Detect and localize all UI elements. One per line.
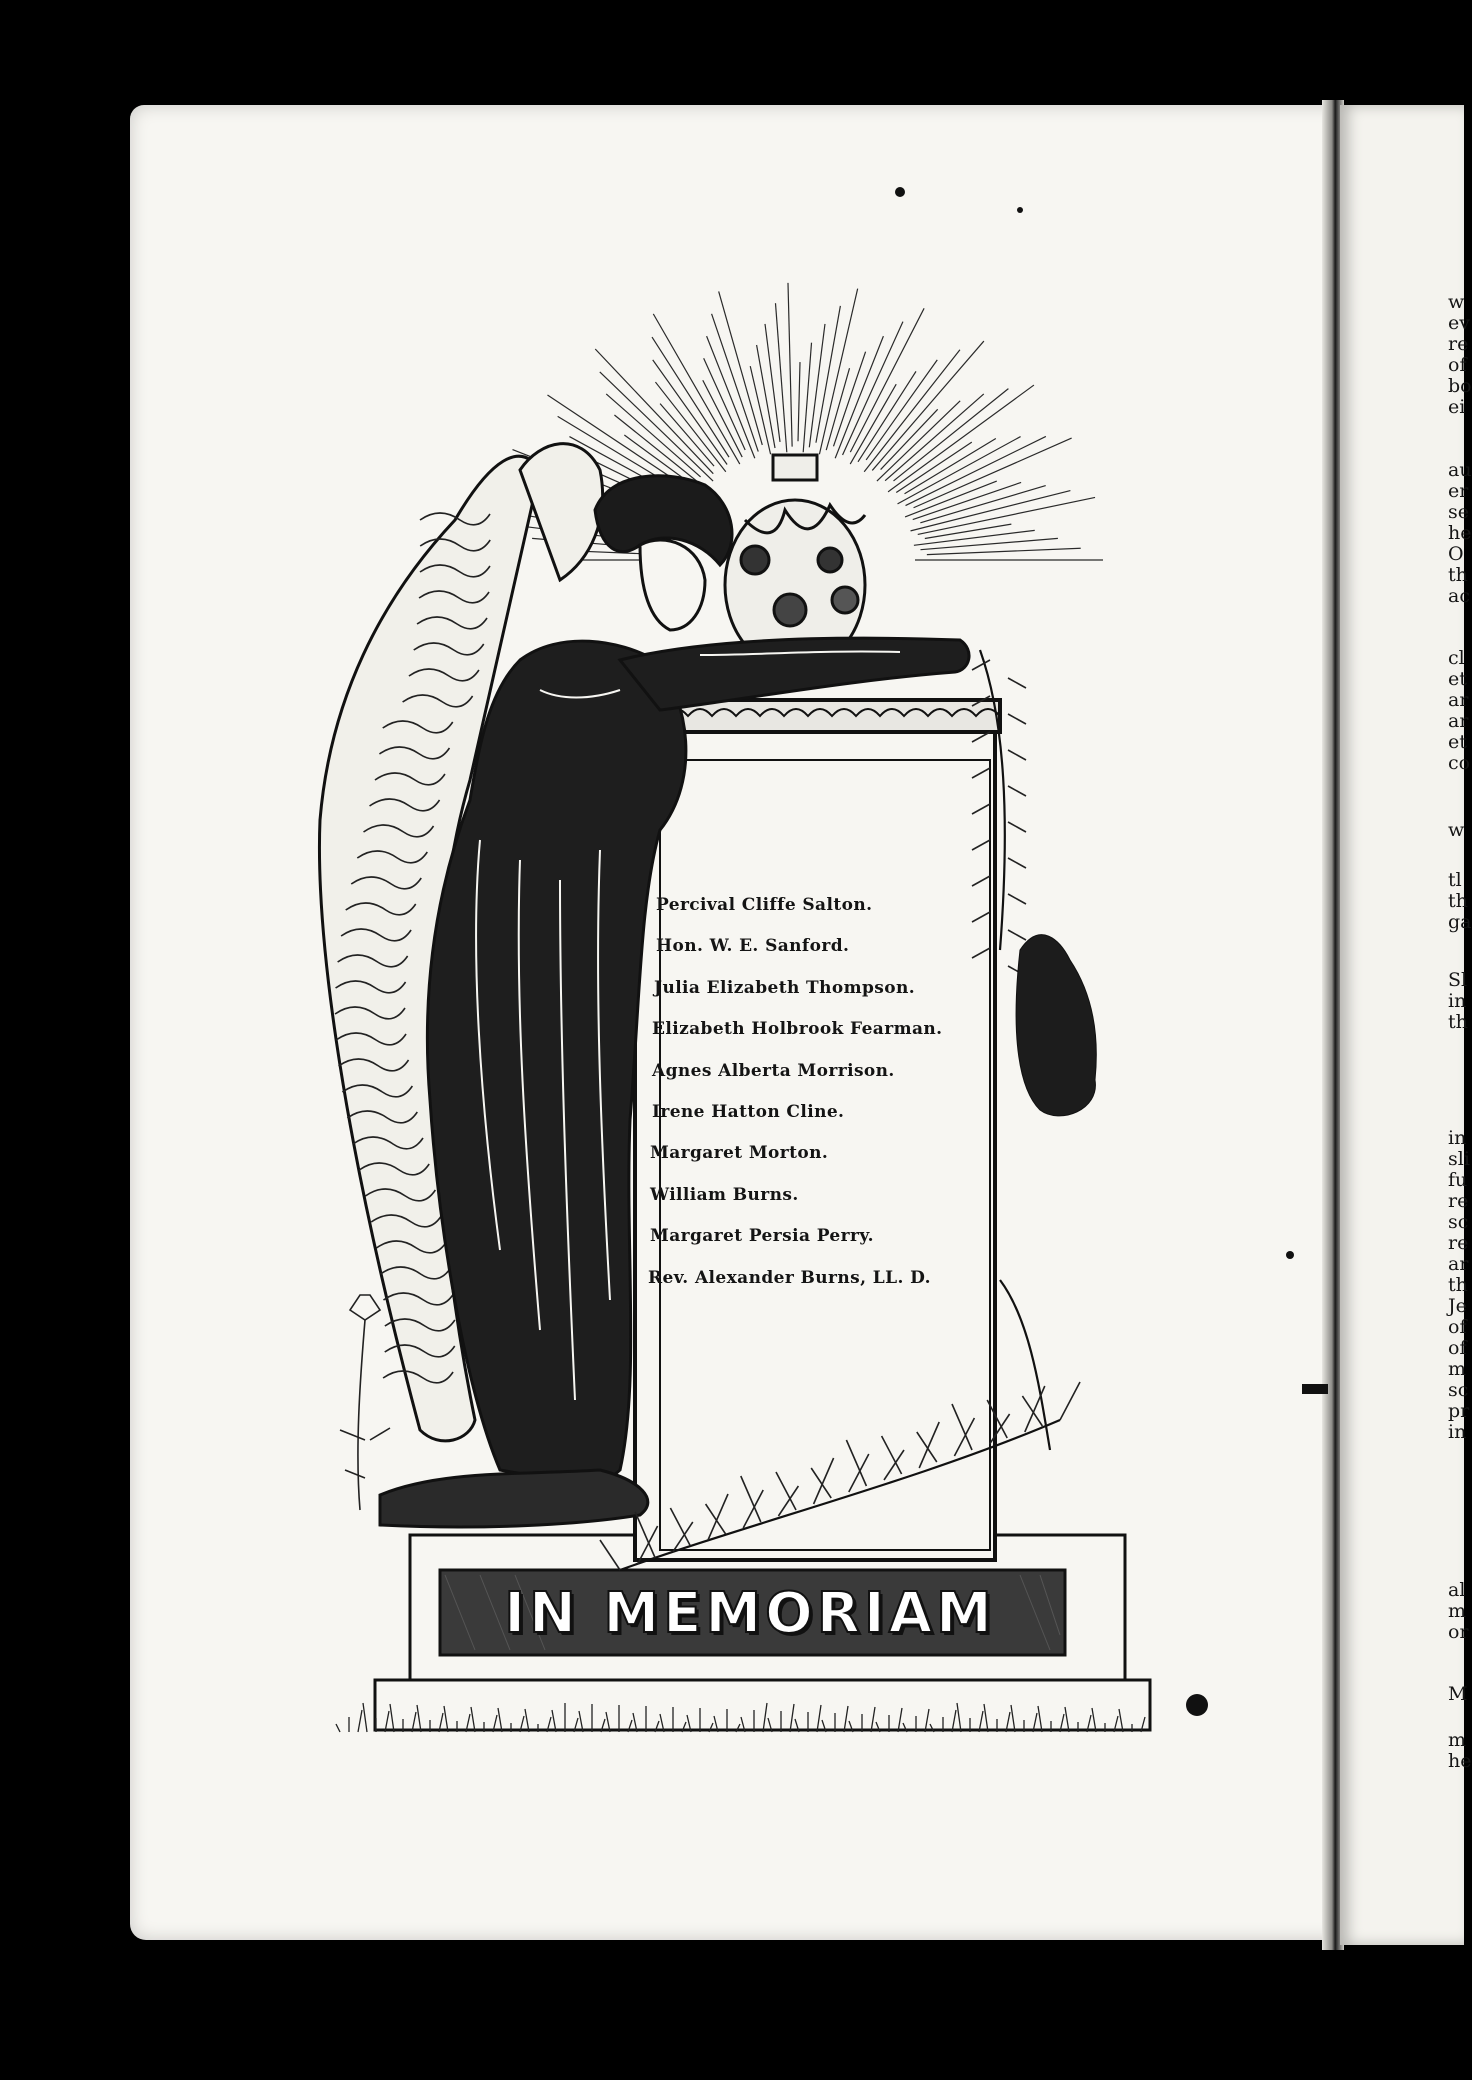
sun-ray <box>809 324 825 447</box>
facing-page-fragment: of <box>1448 1316 1467 1338</box>
memorial-name: William Burns. <box>650 1184 799 1205</box>
sun-ray <box>906 436 1046 505</box>
sun-ray <box>816 306 840 443</box>
facing-page-fragment: se <box>1448 501 1469 523</box>
sun-ray <box>911 491 1071 531</box>
facing-page-fragment: th <box>1448 1011 1468 1033</box>
facing-page-fragment: w <box>1448 819 1465 841</box>
facing-page-fragment: au <box>1448 459 1472 481</box>
facing-page-fragment: of <box>1448 1337 1467 1359</box>
sun-ray <box>864 350 960 472</box>
facing-page-fragment: sli <box>1448 1148 1470 1170</box>
palm-leaf <box>1008 822 1026 832</box>
palm-leaf <box>1008 786 1026 796</box>
facing-page-fragment: ac <box>1448 585 1470 607</box>
sun-ray <box>703 380 742 457</box>
facing-page-fragment: Je <box>1448 1295 1467 1317</box>
memorial-name: Agnes Alberta Morrison. <box>652 1060 895 1081</box>
sun-ray <box>775 303 786 452</box>
memorial-name: Margaret Morton. <box>650 1143 829 1164</box>
palm-leaf <box>1060 1382 1080 1420</box>
memorial-name: Rev. Alexander Burns, LL. D. <box>648 1267 931 1288</box>
memorial-name: Percival Cliffe Salton. <box>656 895 873 915</box>
memorial-name: Irene Hatton Cline. <box>652 1102 845 1122</box>
palm-leaf <box>972 660 990 670</box>
memorial-names-list <box>648 895 988 1315</box>
facing-page-fragment: of <box>1448 354 1467 376</box>
facing-page-fragment: pr <box>1448 1400 1470 1422</box>
facing-page-fragment: he <box>1448 1750 1472 1772</box>
facing-page-fragment: in <box>1448 1421 1467 1443</box>
sun-ray <box>927 548 1081 554</box>
facing-page-fragment: w <box>1448 291 1465 313</box>
palm-leaf <box>1008 678 1026 688</box>
sun-ray <box>925 524 1012 538</box>
facing-page-fragment: re <box>1448 1232 1469 1254</box>
sun-ray <box>653 314 739 464</box>
grass-blade <box>336 1724 340 1732</box>
sun-ray <box>914 438 1072 508</box>
facing-page-fragment: M <box>1448 1683 1468 1705</box>
facing-page-fragment: al <box>1448 1579 1466 1601</box>
facing-page-fragment: ar <box>1448 710 1469 732</box>
sun-ray <box>896 442 972 492</box>
in-memoriam-banner: IN MEMORIAM <box>504 1581 996 1646</box>
grass-blade <box>363 1703 367 1732</box>
cypress-tree <box>1016 935 1096 1116</box>
facing-page-fragment: m <box>1448 1729 1467 1751</box>
facing-page-fragment: fu <box>1448 1169 1468 1191</box>
facing-page-fragment: ei <box>1448 396 1466 418</box>
facing-page-fragment: re <box>1448 1190 1469 1212</box>
memorial-name: Margaret Persia Perry. <box>650 1226 874 1247</box>
memorial-name: Hon. W. E. Sanford. <box>656 936 850 957</box>
facing-page-fragment: in <box>1448 1127 1467 1149</box>
memorial-name: Elizabeth Holbrook Fearman. <box>652 1019 943 1040</box>
facing-page-fragment: bo <box>1448 375 1472 397</box>
facing-page-fragment: re <box>1448 333 1469 355</box>
lily-flowers <box>340 1295 390 1510</box>
grass-blade <box>358 1710 362 1732</box>
sun-ray <box>765 324 780 442</box>
palm-leaf <box>1008 894 1026 904</box>
facing-page-fragment: er <box>1448 480 1469 502</box>
facing-page-fragment: O <box>1448 543 1464 565</box>
facing-page-fragment: th <box>1448 564 1468 586</box>
sun-ray <box>707 336 755 458</box>
facing-page-fragment: sc <box>1448 1211 1469 1233</box>
sun-ray <box>893 389 1008 481</box>
facing-page-fragment: ar <box>1448 1253 1469 1275</box>
facing-page-fragment: co <box>1448 752 1471 774</box>
facing-page-fragment: th <box>1448 1274 1468 1296</box>
palm-leaf <box>1022 1396 1042 1426</box>
facing-page-fragment: cl <box>1448 647 1465 669</box>
sun-ray <box>872 341 984 470</box>
palm-leaf <box>1008 858 1026 868</box>
sun-ray <box>788 283 792 447</box>
facing-page-fragment: tl <box>1448 869 1462 891</box>
sun-ray <box>920 538 1057 549</box>
facing-page-fragment: in <box>1448 990 1467 1012</box>
facing-page-fragment: ar <box>1448 689 1469 711</box>
sun-ray <box>750 366 770 454</box>
facing-page-fragment: Sl <box>1448 969 1468 991</box>
facing-page-fragment: m <box>1448 1600 1467 1622</box>
facing-page-fragment: sc <box>1448 1379 1469 1401</box>
facing-page-fragment: he <box>1448 522 1472 544</box>
facing-page-fragment: et <box>1448 668 1467 690</box>
sun-ray <box>898 437 1021 504</box>
facing-page-fragment: th <box>1448 890 1468 912</box>
facing-page-fragment: m <box>1448 1358 1467 1380</box>
facing-page-fragment: et <box>1448 731 1467 753</box>
palm-leaf <box>1008 750 1026 760</box>
facing-page-fragment: ev <box>1448 312 1470 334</box>
sun-ray <box>712 314 759 452</box>
memorial-name: Julia Elizabeth Thompson. <box>654 977 916 998</box>
facing-page-fragment: or <box>1448 1621 1469 1643</box>
palm-leaf <box>1008 714 1026 724</box>
palm-leaf <box>1008 930 1026 940</box>
sun-ray <box>798 362 800 441</box>
sun-ray <box>655 382 725 472</box>
facing-page-fragment: ga <box>1448 911 1472 933</box>
sun-ray <box>614 415 701 485</box>
sun-ray <box>595 349 713 474</box>
